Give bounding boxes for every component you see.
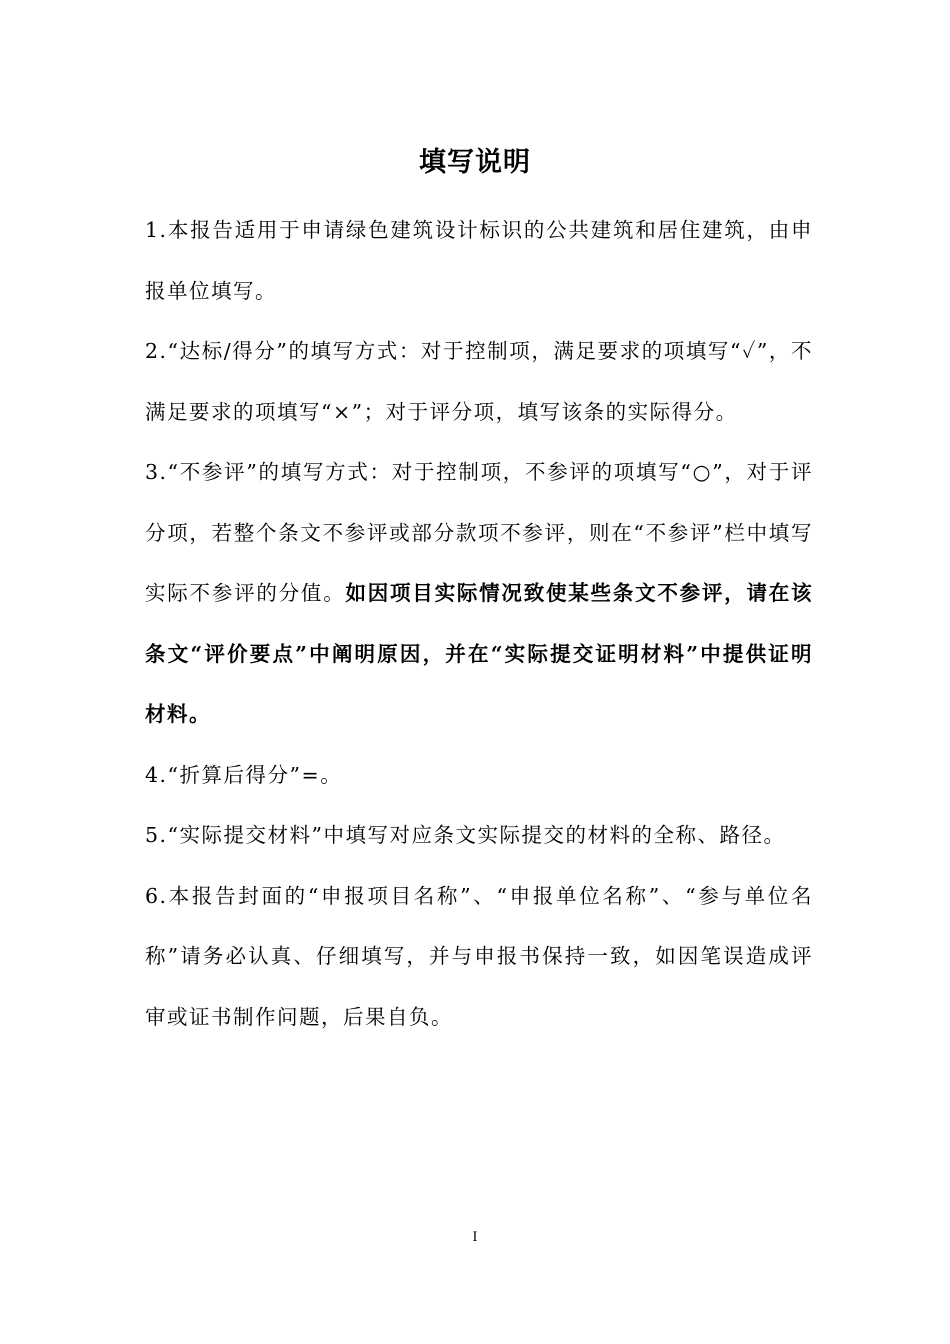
- instructions-body: [145, 200, 813, 1047]
- instruction-paragraph-4: 4.“折算后得分”=。: [145, 762, 343, 787]
- instruction-paragraph-3-bold-note: 如因项目实际情况致使某些条文不参评，请在该条文“评价要点”中阐明原因，并在“实际提交证明材料”中提供证明材料。: [145, 581, 814, 726]
- instruction-paragraph-3: [145, 442, 813, 745]
- page-title: 填写说明: [419, 147, 531, 178]
- page-number: I: [472, 1230, 478, 1245]
- instruction-paragraph-1: 1.本报告适用于申请绿色建筑设计标识的公共建筑和居住建筑，由申报单位填写。: [145, 218, 813, 303]
- instruction-paragraph-6: 6.本报告封面的“申报项目名称”、“申报单位名称”、“参与单位名称”请务必认真、仔细填写，并与申报书保持一致，如因笔误造成评审或证书制作问题，后果自负。: [145, 883, 813, 1029]
- instruction-paragraph-3-text: 3.“不参评”的填写方式：对于控制项，不参评的项填写“○”，对于评分项，若整个条文不参评或部分款项不参评，则在“不参评”栏中填写实际不参评的分值。: [145, 460, 813, 605]
- instruction-paragraph-2: 2.“达标/得分”的填写方式：对于控制项，满足要求的项填写“✓”，不满足要求的项填写“×”；对于评分项，填写该条的实际得分。: [145, 339, 813, 424]
- instruction-paragraph-5: 5.“实际提交材料”中填写对应条文实际提交的材料的全称、路径。: [145, 823, 786, 847]
